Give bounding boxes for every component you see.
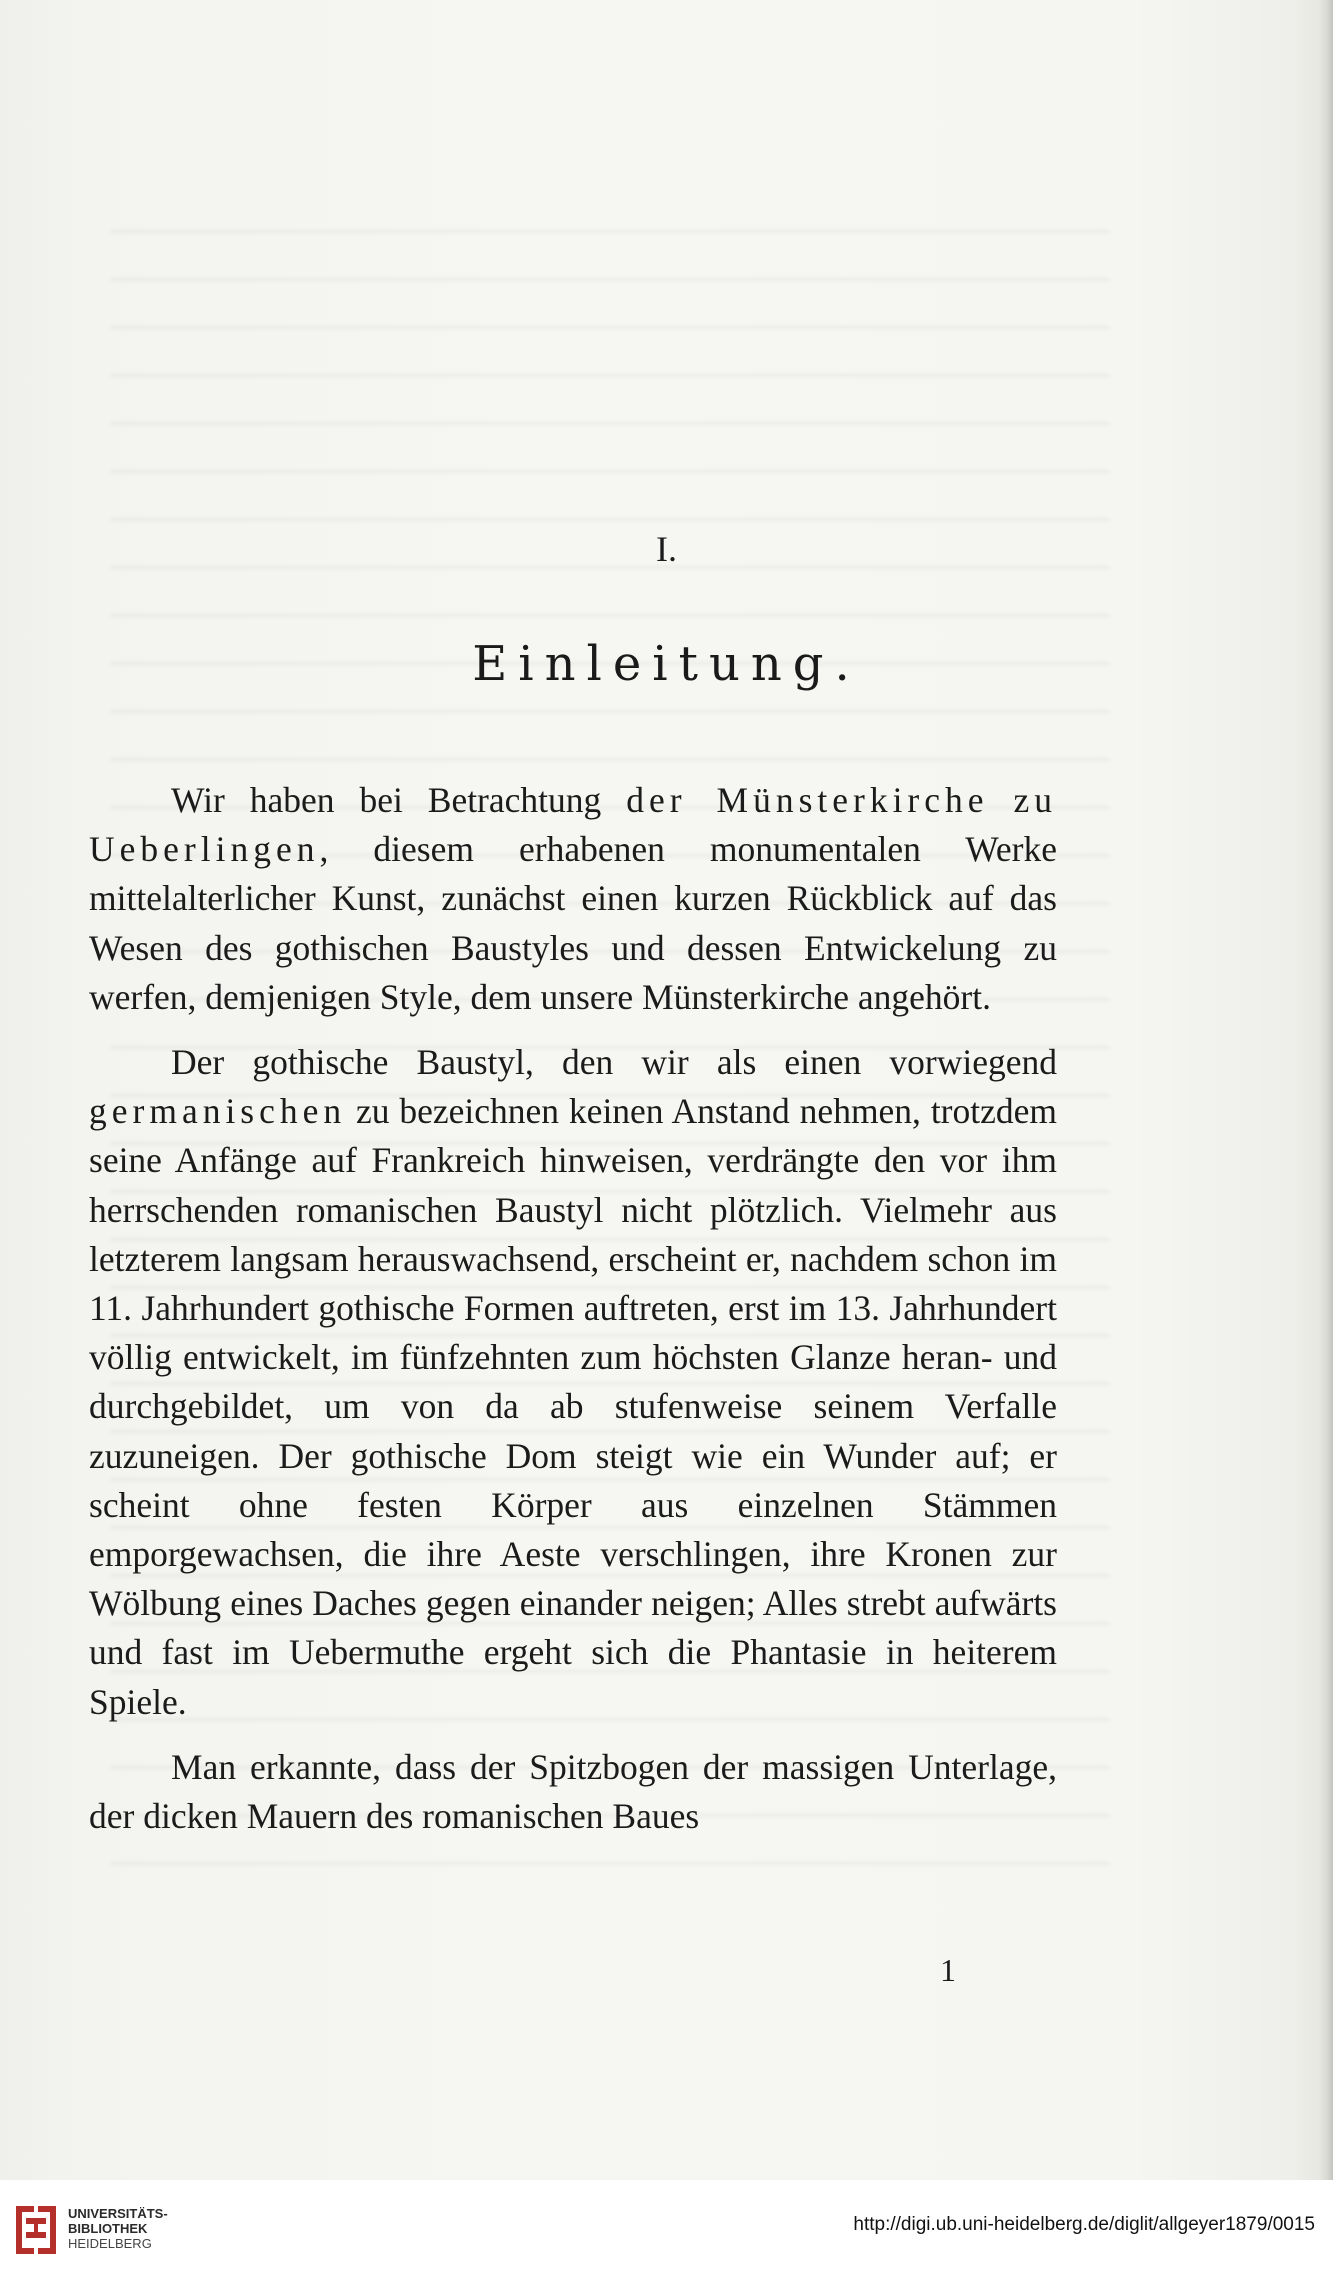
paragraph-1: [89, 776, 1057, 1022]
paragraph-1-text-c: [989, 780, 1014, 820]
chapter-number: I.: [656, 529, 677, 569]
paragraph-1-spaced-b: zu Ueberlingen: [89, 780, 1057, 870]
page-edge-shadow: [1319, 0, 1333, 2180]
paragraph-2-spaced: germanischen: [89, 1091, 347, 1132]
footer-bar: [0, 2180, 1333, 2278]
logo-line-2: BIBLIOTHEK: [68, 2221, 148, 2236]
paragraph-2-text-a: Der gothische Baustyl, den wir als einen vorwiegend: [171, 1042, 1057, 1083]
logo-line-1: UNIVERSITÄTS-: [68, 2206, 168, 2221]
paragraph-3: Man erkannte, dass der Spitzbogen der massigen Unterlage, der dicken Mauern des romanischen Baues: [89, 1746, 1057, 1837]
permalink-url[interactable]: http://digi.ub.uni-heidelberg.de/diglit/allgeyer1879/0015: [853, 2214, 1315, 2235]
chapter-title: Einleitung.: [472, 636, 861, 692]
paragraph-2: [89, 1038, 1057, 1727]
library-logo-text: [68, 2206, 168, 2251]
body-text: [89, 776, 1057, 1841]
logo-line-3: HEIDELBERG: [68, 2236, 152, 2251]
paragraph-1-text-e: , diesem erhabenen monumentalen Werke mittelalterlicher Kunst, zunächst einen kurzen Rückblick auf das Wesen des gothischen Baustyles und dessen Entwickelung zu werfen, demjenigen Style, dem unsere Münsterkirche angehört.: [89, 829, 1057, 1017]
university-seal-icon: [12, 2202, 62, 2258]
paragraph-1-text-a: Wir haben bei Betrachtung: [171, 780, 627, 820]
paragraph-2-text-c: zu bezeichnen keinen Anstand nehmen, trotzdem seine Anfänge auf Frankreich hinweisen, verdrängte den vor ihm herrschenden romanischen Baustyl nicht plötzlich. Vielmehr aus letzterem langsam herauswachsend, erscheint er, nachdem schon im 11. Jahrhundert gothische Formen auftreten, erst im 13. Jahrhundert völlig entwickelt, im fünfzehnten zum höchsten Glanze heran- und durchgebildet, um von da ab stufenweise seinem Verfalle zuzuneigen. Der gothische Dom steigt wie ein Wunder auf; er scheint ohne festen Körper aus einzelnen Stämmen emporgewachsen, die ihre Aeste verschlingen, ihre Kronen zur Wölbung eines Daches gegen einander neigen; Alles strebt aufwärts und fast im Uebermuthe ergeht sich die Phantasie in heiterem Spiele.: [89, 1091, 1057, 1722]
library-logo: [12, 2200, 172, 2260]
page-number: 1: [940, 1952, 956, 1988]
paragraph-1-spaced-a: der Münsterkirche: [626, 780, 989, 820]
